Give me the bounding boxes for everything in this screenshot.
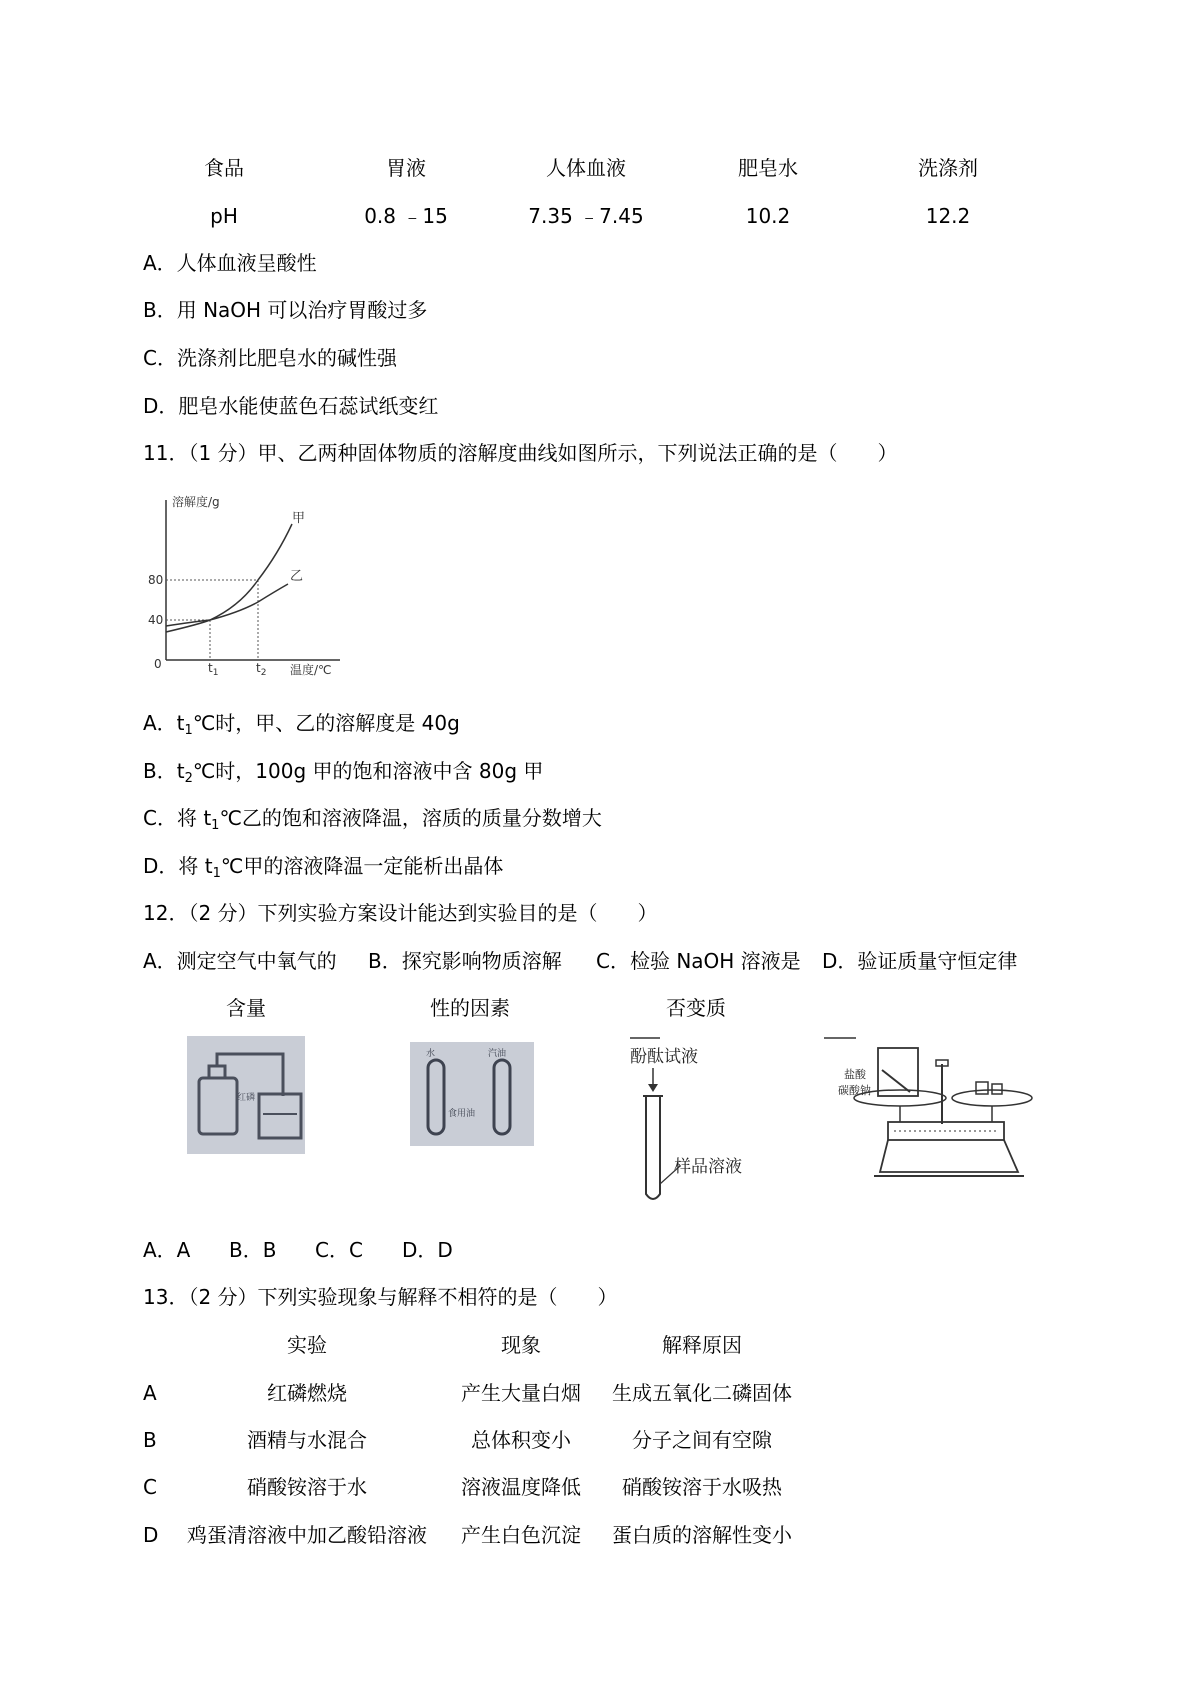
- q10-option-d: D．肥皂水能使蓝色石蕊试纸变红: [143, 394, 439, 418]
- table-cell: 产生白色沉淀: [461, 1523, 581, 1547]
- table-row-key: D: [143, 1523, 159, 1547]
- q11-option-b-post: ℃时，100g 甲的饱和溶液中含 80g 甲: [192, 759, 544, 783]
- q11-option-b: [143, 761, 543, 785]
- q10-option-b: B．用 NaOH 可以治疗胃酸过多: [143, 298, 428, 322]
- solubility-chart: [140, 488, 370, 683]
- q11-option-d: [143, 856, 503, 880]
- x-tick-t2-sub: 2: [260, 668, 267, 678]
- q11-option-b-pre: B．t: [143, 759, 185, 783]
- q12-figure-b-label-3: 食用油: [448, 1109, 476, 1119]
- table-cell: 12.2: [925, 204, 971, 228]
- table-cell: 7.35 ﹣7.45: [528, 204, 644, 228]
- q11-option-a-pre: A．t: [143, 711, 185, 735]
- q12-figure-d-label-2: 碳酸钠: [838, 1084, 871, 1097]
- y-tick-80: 80: [148, 573, 164, 587]
- q12-figure-d: [822, 1034, 1042, 1184]
- table-row-key: B: [143, 1428, 157, 1452]
- q12-answer-c: C．C: [315, 1238, 363, 1262]
- table-cell: 0.8 ﹣15: [364, 204, 448, 228]
- q11-option-b-sub: 2: [184, 771, 193, 786]
- table-header-cell: 胃液: [386, 156, 426, 180]
- x-tick-t1-base: t: [208, 661, 213, 675]
- x-tick-t2-base: t: [256, 661, 261, 675]
- q12-figure-d-label-1: 盐酸: [844, 1068, 866, 1081]
- q12-caption-d-line1: D．验证质量守恒定律: [822, 949, 1018, 973]
- q12-caption-c-line2: 否变质: [666, 996, 726, 1020]
- table-header-cell: 现象: [501, 1333, 541, 1357]
- q11-stem: 11．（1 分）甲、乙两种固体物质的溶解度曲线如图所示，下列说法正确的是（ ）: [143, 441, 898, 465]
- q11-option-d-sub: 1: [212, 866, 221, 881]
- table-cell: 10.2: [745, 204, 791, 228]
- q12-figure-b: [410, 1042, 534, 1146]
- table-cell: 分子之间有空隙: [632, 1428, 772, 1452]
- q12-figure-c-top-label: 酚酞试液: [630, 1047, 698, 1067]
- table-header-cell: 实验: [287, 1333, 327, 1357]
- q12-caption-a-line1: A．测定空气中氧气的: [143, 949, 337, 973]
- table-cell: 鸡蛋清溶液中加乙酸铅溶液: [187, 1523, 427, 1547]
- curve-jia-label: 甲: [292, 511, 306, 526]
- q11-option-c-pre: C．将 t: [143, 806, 212, 830]
- q11-option-a-post: ℃时，甲、乙的溶解度是 40g: [192, 711, 460, 735]
- x-tick-t2: [256, 661, 266, 678]
- table-cell: 硝酸铵溶于水吸热: [622, 1475, 782, 1499]
- curve-yi: [166, 584, 288, 626]
- q12-caption-c-line1: C．检验 NaOH 溶液是: [596, 949, 801, 973]
- q11-option-c-sub: 1: [211, 818, 220, 833]
- table-cell: 产生大量白烟: [461, 1381, 581, 1405]
- q12-figure-a: [187, 1036, 305, 1154]
- x-tick-t1-sub: 1: [212, 668, 219, 678]
- q12-answer-a: A．A: [143, 1238, 191, 1262]
- q12-caption-a-line2: 含量: [226, 996, 266, 1020]
- y-axis-label: 溶解度/g: [172, 495, 220, 509]
- q12-stem: 12．（2 分）下列实验方案设计能达到实验目的是（ ）: [143, 901, 658, 925]
- table-cell: 总体积变小: [471, 1428, 571, 1452]
- q11-option-c-post: ℃乙的饱和溶液降温，溶质的质量分数增大: [219, 806, 602, 830]
- table-cell: pH: [210, 204, 238, 228]
- q11-option-c: [143, 808, 602, 832]
- x-axis-label: 温度/℃: [290, 663, 332, 677]
- table-cell: 生成五氧化二磷固体: [612, 1381, 792, 1405]
- q12-answer-b: B．B: [229, 1238, 277, 1262]
- q12-caption-b-line2: 性的因素: [430, 996, 510, 1020]
- q12-answer-d: D．D: [402, 1238, 453, 1262]
- q12-figure-b-label-1: 水: [426, 1049, 436, 1059]
- curve-yi-label: 乙: [290, 569, 304, 584]
- q12-figure-c-bottom-label: 样品溶液: [674, 1157, 742, 1177]
- table-cell: 硝酸铵溶于水: [247, 1475, 367, 1499]
- q12-caption-b-line1: B．探究影响物质溶解: [368, 949, 562, 973]
- q12-figure-a-label: 红磷: [237, 1093, 256, 1103]
- q11-option-d-post: ℃甲的溶液降温一定能析出晶体: [220, 854, 504, 878]
- table-header-cell: 解释原因: [662, 1333, 742, 1357]
- table-cell: 红磷燃烧: [267, 1381, 347, 1405]
- x-tick-t1: [208, 661, 218, 678]
- table-cell: 溶液温度降低: [461, 1475, 581, 1499]
- table-header-cell: 食品: [204, 156, 244, 180]
- q13-stem: 13．（2 分）下列实验现象与解释不相符的是（ ）: [143, 1285, 618, 1309]
- table-header-cell: 肥皂水: [738, 156, 798, 180]
- origin-label: 0: [154, 657, 162, 671]
- q12-figure-b-label-2: 汽油: [488, 1049, 507, 1059]
- table-header-cell: 人体血液: [546, 156, 626, 180]
- table-cell: 酒精与水混合: [247, 1428, 367, 1452]
- curve-jia: [166, 524, 292, 632]
- q10-option-a: A．人体血液呈酸性: [143, 251, 317, 275]
- q10-option-c: C．洗涤剂比肥皂水的碱性强: [143, 346, 397, 370]
- q11-option-d-pre: D．将 t: [143, 854, 213, 878]
- table-header-cell: 洗涤剂: [918, 156, 978, 180]
- q11-option-a-sub: 1: [184, 723, 193, 738]
- table-row-key: C: [143, 1475, 157, 1499]
- q12-figure-c: [628, 1034, 788, 1204]
- table-row-key: A: [143, 1381, 157, 1405]
- table-cell: 蛋白质的溶解性变小: [612, 1523, 792, 1547]
- y-tick-40: 40: [148, 613, 164, 627]
- q11-option-a: [143, 713, 460, 737]
